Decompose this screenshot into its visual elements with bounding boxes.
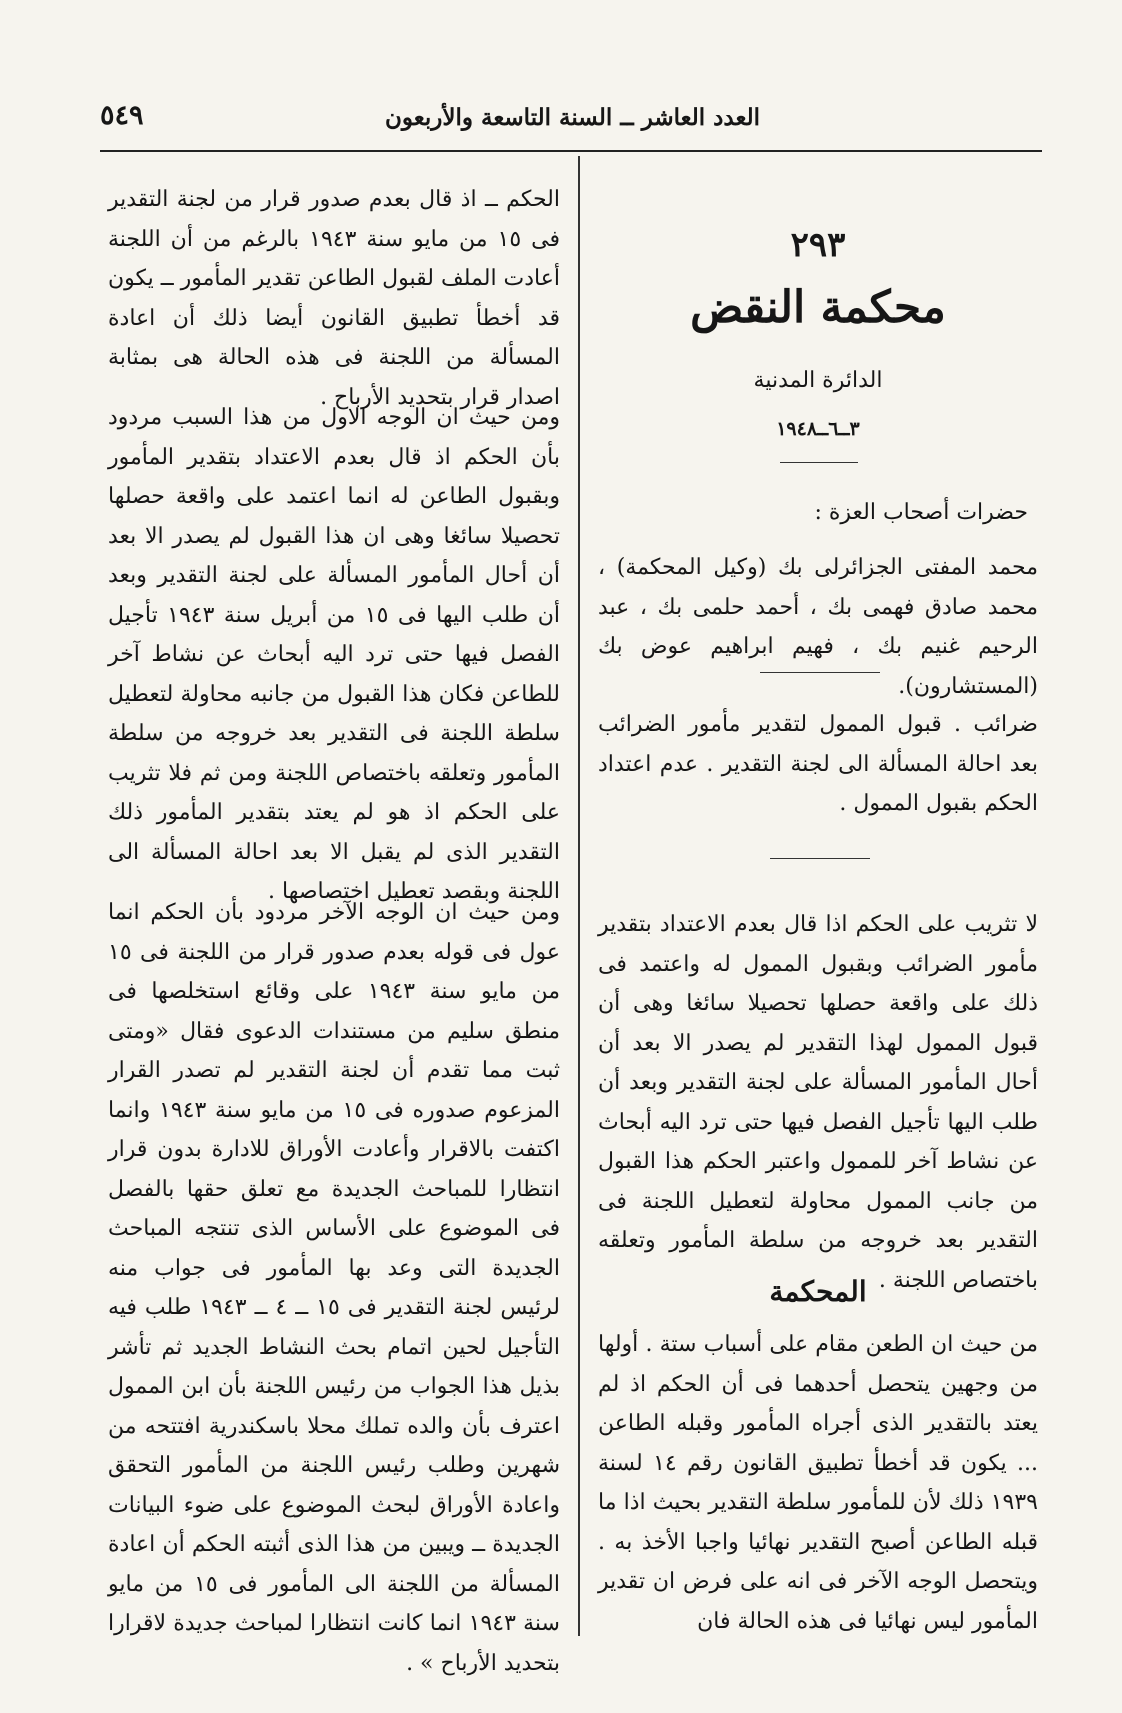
session-date: ٣ــ٦ــ١٩٤٨ [776,418,860,440]
left-paragraph-3: ومن حيث ان الوجه الآخر مردود بأن الحكم انما عول فى قوله بعدم صدور قرار من اللجنة فى ١٥ من مايو سنة ١٩٤٣ على وقائع استخلصها فى منطق سليم من مستندات الدعوى فقال «ومتى ثبت مما تقدم أن لجنة التقدير لم تصدر القرار المزعوم صدوره فى ١٥ من مايو سنة ١٩٤٣ وانما اكتفت بالاقرار وأعادت الأوراق للادارة بدون قرار انتظارا للمباحث الجديدة مع تعلق حقها بالفصل فى الموضوع على الأساس الذى تنتجه المباحث الجديدة التى وعد بها المأمور فى جواب منه لرئيس لجنة التقدير فى ١٥ ــ ٤ ــ ١٩٤٣ طلب فيه التأجيل لحين اتمام بحث النشاط الجديد ثم تأشر بذيل هذا الجواب من رئيس اللجنة بأن ابن الممول اعترف بأن والده تملك محلا باسكندرية افتتحه من شهرين وطلب رئيس اللجنة من المأمور التحقق واعادة الأوراق لبحث الموضوع على ضوء البيانات الجديدة ــ ويبين من هذا الذى أثبته الحكم أن اعادة المسألة من اللجنة الى المأمور فى ١٥ من مايو سنة ١٩٤٣ انما كانت انتظارا لمباحث جديدة لاقرارا بتحديد الأرباح » . [108,900,560,1676]
court-heading: المحكمة [769,1275,867,1308]
court-block [598,1325,1038,1641]
circuit-name: الدائرة المدنية [753,368,883,393]
left-para-2 [108,398,560,912]
issue-title: العدد العاشر ــ السنة التاسعة والأربعون [384,104,760,131]
summary-rule [770,858,870,859]
left-para-1 [108,180,560,417]
court-name: محكمة النقض [690,282,946,333]
left-paragraph-2: ومن حيث ان الوجه الاول من هذا السبب مردود بأن الحكم اذ قال بعدم الاعتداد بتقدير المأمور وبقبول الطاعن له انما اعتمد على واقعة حصلها تحصيلا سائغا وهى ان هذا القبول لم يصدر الا بعد أن أحال المأمور المسألة على لجنة التقدير وبعد أن طلب اليها فى ١٥ من أبريل سنة ١٩٤٣ تأجيل الفصل فيها حتى ترد اليه أبحاث عن نشاط آخر للطاعن فكان هذا القبول من جانبه محاولة لتعطيل سلطة اللجنة فى التقدير بعد خروجه من سلطة المأمور وتعلقه باختصاص اللجنة ومن ثم فلا تثريب على الحكم اذ هو لم يعتد بتقدير المأمور ذلك التقدير الذى لم يقبل الا بعد احالة المسألة الى اللجنة وبقصد تعطيل اختصاصها . [108,405,560,904]
left-para-3 [108,893,560,1683]
column-divider [578,156,580,1636]
principle-block [598,905,1038,1300]
case-number: ٢٩٣ [790,225,846,265]
date-rule [780,462,858,463]
attendees-rule [760,672,880,673]
attendees-label: حضرات أصحاب العزة : [814,500,1028,525]
left-paragraph-1: الحكم ــ اذ قال بعدم صدور قرار من لجنة التقدير فى ١٥ من مايو سنة ١٩٤٣ بالرغم من أن اللجنة أعادت الملف لقبول الطاعن تقدير المأمور ــ يكون قد أخطأ تطبيق القانون أيضا ذلك أن اعادة المسألة من اللجنة فى هذه الحالة هى بمثابة اصدار قرار بتحديد الأرباح . [107,187,560,410]
attendees-text [598,548,1038,706]
running-header [100,98,1040,144]
header-rule [100,150,1042,152]
attendees-paragraph: محمد المفتى الجزائرلى بك (وكيل المحكمة) ، محمد صادق فهمى بك ، أحمد حلمى بك ، عبد الرحيم غنيم بك ، فهيم ابراهيم عوض بك (المستشارون). [598,555,1038,699]
principle-paragraph: لا تثريب على الحكم اذا قال بعدم الاعتداد بتقدير مأمور الضرائب وبقبول الممول له واعتمد فى ذلك على واقعة حصلها تحصيلا سائغا وهى أن قبول الممول لهذا التقدير لم يصدر الا بعد أن أحال المأمور المسألة على لجنة التقدير وبعد أن طلب اليها تأجيل الفصل فيها حتى ترد اليه أبحاث عن نشاط آخر للممول واعتبر الحكم هذا القبول من جانب الممول محاولة لتعطيل اللجنة فى التقدير بعد خروجه من سلطة المأمور وتعلقه باختصاص اللجنة . [598,912,1039,1293]
summary-block [598,705,1038,824]
page-number: ٥٤٩ [100,100,144,131]
court-paragraph: من حيث ان الطعن مقام على أسباب ستة . أولها من وجهين يتحصل أحدهما فى أن الحكم اذ لم يعتد بالتقدير الذى أجراه المأمور وقبله الطاعن ... يكون قد أخطأ تطبيق القانون رقم ١٤ لسنة ١٩٣٩ ذلك لأن للمأمور سلطة التقدير بحيث اذا ما قبله الطاعن أصبح التقدير نهائيا واجبا الأخذ به . ويتحصل الوجه الآخر فى انه على فرض ان تقدير المأمور ليس نهائيا فى هذه الحالة فان [598,1332,1038,1634]
summary-paragraph: ضرائب . قبول الممول لتقدير مأمور الضرائب بعد احالة المسألة الى لجنة التقدير . عدم اعتداد الحكم بقبول الممول . [598,712,1038,816]
